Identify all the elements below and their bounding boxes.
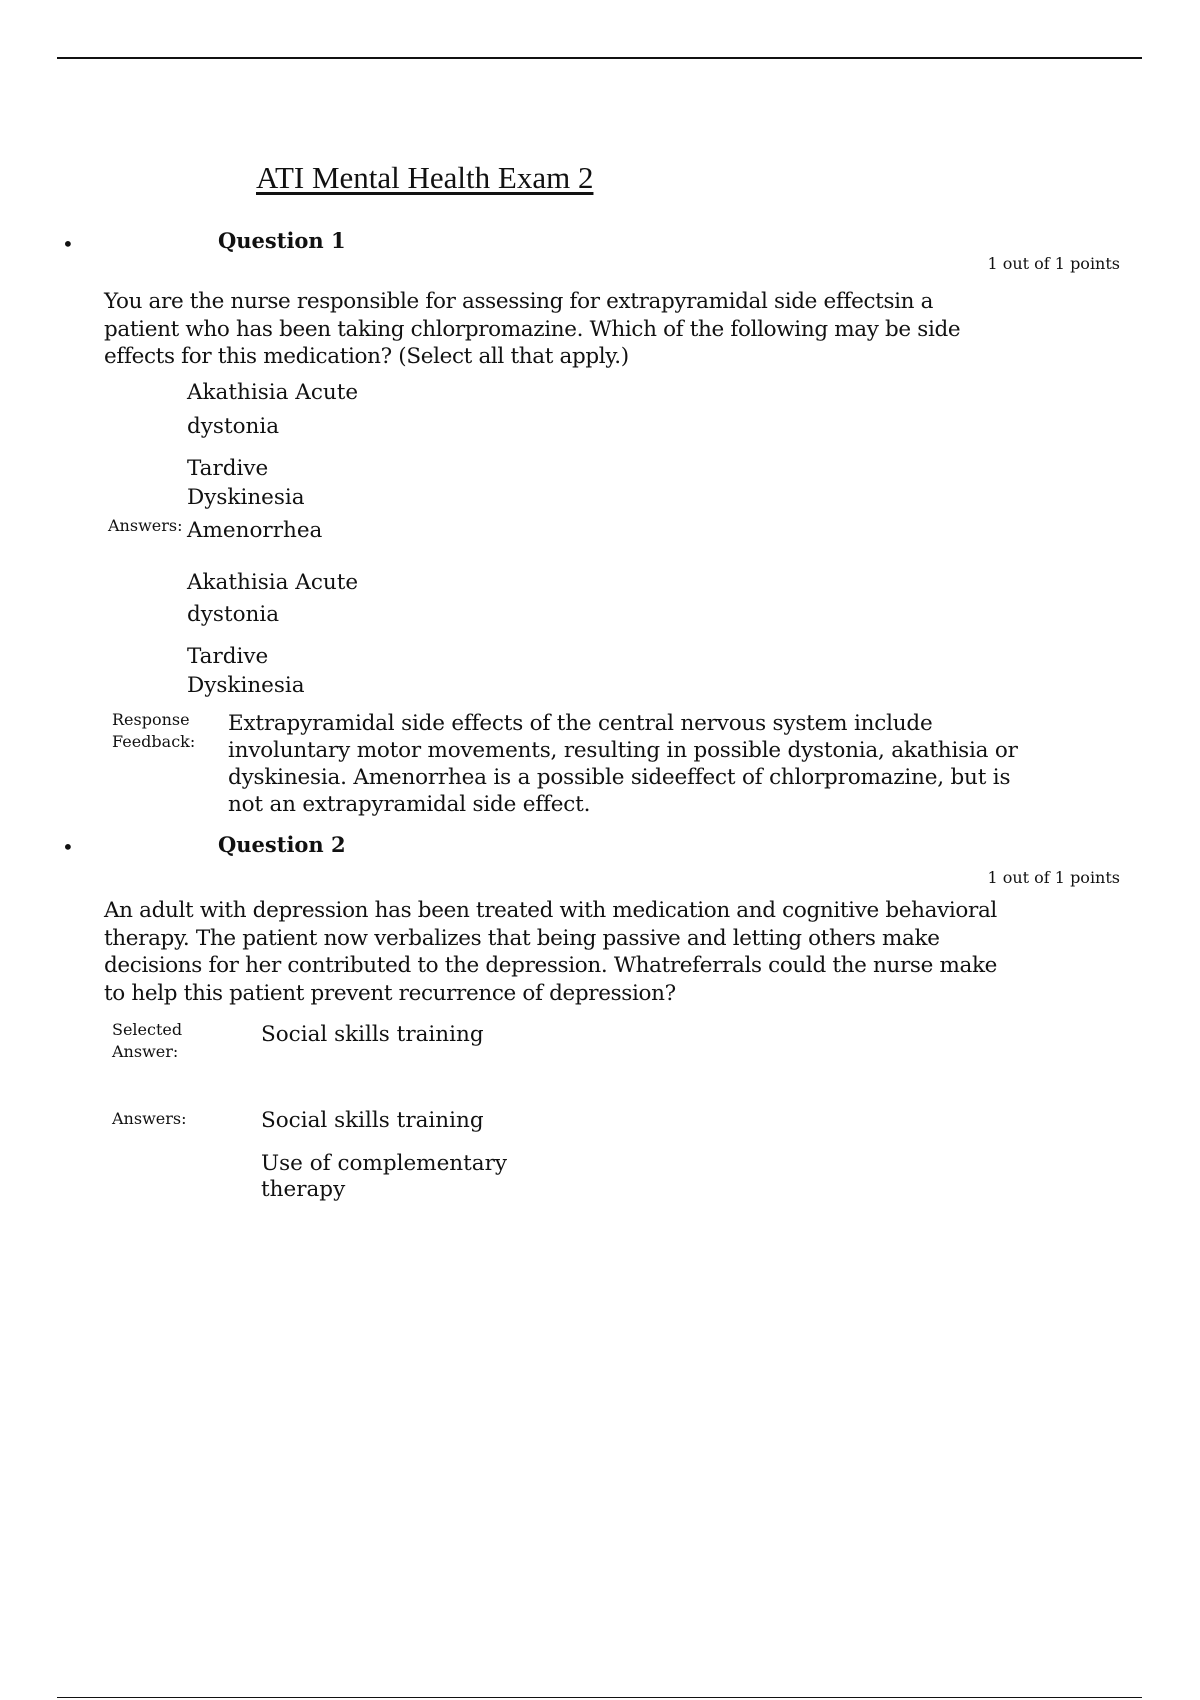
question-2-heading: Question 2 [218,832,346,857]
q1-answer-option-1: Akathisia Acute [187,570,359,595]
bottom-rule [57,1697,1142,1698]
question-1-bullet: • [62,232,74,256]
q2-selected-answer: Social skills training [261,1022,484,1047]
q2-answers-label: Answers: [112,1109,187,1128]
question-2-text: An adult with depression has been treated with medication and cognitive behavioral therapy. The patient now verbalizes that being passive and letting others make decisions for her contributed to the depression. Whatreferrals could the nurse make to help this patient prevent recurrence of depression? [104,898,998,1006]
q1-selected-option-2: dystonia [187,414,280,439]
question-1-points: 1 out of 1 points [987,254,1120,273]
question-1-text: You are the nurse responsible for assessing for extrapyramidal side effectsin a patient who has been taking chlorpromazine. Which of the following may be side effects for this medication? (Select all that apply.) [104,289,961,369]
question-2-bullet: • [62,835,74,859]
q1-answers-label: Answers: [108,516,183,535]
document-title: ATI Mental Health Exam 2 [256,160,594,195]
q2-selected-answer-label: Selected Answer: [112,1020,183,1061]
q1-feedback-text: Extrapyramidal side effects of the central nervous system include involuntary motor movements, resulting in possible dystonia, akathisia or dyskinesia. Amenorrhea is a possible sideeffect of chlorpromazine, but is not an extrapyramidal side effect. [228,711,1018,817]
q1-selected-option-1: Akathisia Acute [187,380,359,405]
q2-answer-option-2: Use of complementary therapy [261,1151,508,1202]
q1-selected-option-3: Tardive Dyskinesia [187,456,305,510]
q2-answer-option-1: Social skills training [261,1108,484,1133]
question-1-heading: Question 1 [218,228,346,253]
q1-answer-option-2: dystonia [187,602,280,627]
top-rule [57,57,1142,59]
q1-answer-option-3: Tardive Dyskinesia [187,644,305,698]
question-2-points: 1 out of 1 points [987,868,1120,887]
q1-selected-option-4: Amenorrhea [187,518,323,543]
q1-feedback-label: Response Feedback: [112,710,196,751]
